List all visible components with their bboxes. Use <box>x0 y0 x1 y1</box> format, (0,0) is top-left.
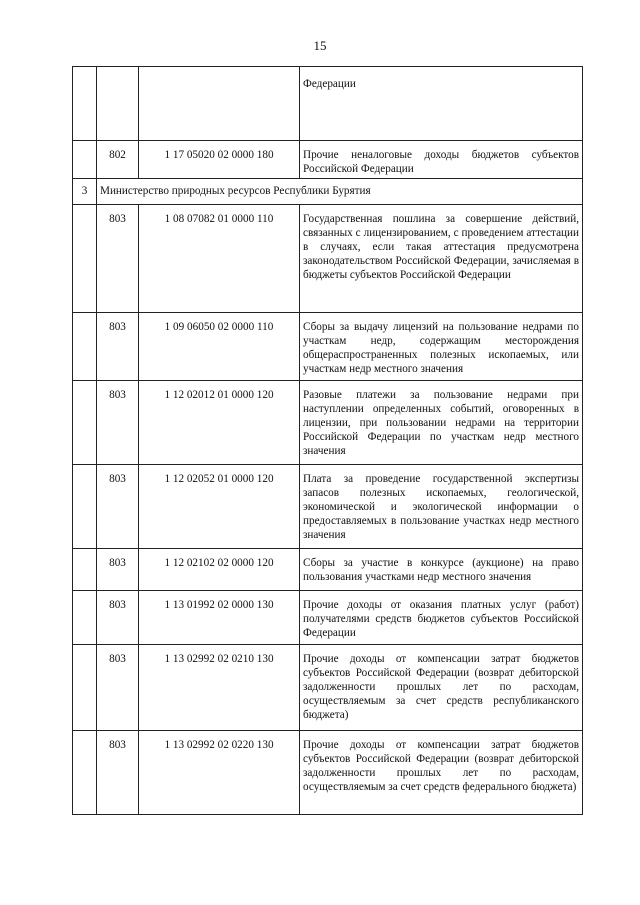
admin-code-cell: 803 <box>97 591 139 645</box>
row-number-cell <box>73 465 97 549</box>
table-row <box>73 205 583 313</box>
admin-code-cell: 803 <box>97 313 139 381</box>
kbk-code-cell: 1 12 02052 01 0000 120 <box>139 465 300 549</box>
description-cell: Сборы за выдачу лицензий на пользование недрами по участкам недр, содержащим месторождения общераспространенных полезных ископаемых, или участкам недр местного значения <box>300 313 583 381</box>
table-row <box>73 141 583 179</box>
admin-code-cell: 803 <box>97 549 139 591</box>
table-row <box>73 731 583 815</box>
section-number: 3 <box>73 179 97 205</box>
admin-code-cell: 802 <box>97 141 139 179</box>
row-number-cell <box>73 549 97 591</box>
kbk-code-cell: 1 12 02012 01 0000 120 <box>139 381 300 465</box>
row-number-cell <box>73 591 97 645</box>
row-number-cell <box>73 645 97 731</box>
table-row <box>73 645 583 731</box>
table-row <box>73 549 583 591</box>
description-cell: Федерации <box>300 67 583 141</box>
description-cell: Прочие неналоговые доходы бюджетов субъектов Российской Федерации <box>300 141 583 179</box>
kbk-code-cell: 1 12 02102 02 0000 120 <box>139 549 300 591</box>
description-cell: Сборы за участие в конкурсе (аукционе) на право пользования участками недр местного значения <box>300 549 583 591</box>
description-cell: Разовые платежи за пользование недрами при наступлении определенных событий, оговоренных в лицензии, при пользовании недрами на территории Российской Федерации по участкам недр местного значения <box>300 381 583 465</box>
kbk-code-cell: 1 17 05020 02 0000 180 <box>139 141 300 179</box>
row-number-cell <box>73 205 97 313</box>
row-number-cell <box>73 313 97 381</box>
description-cell: Государственная пошлина за совершение действий, связанных с лицензированием, с проведением аттестации в случаях, если такая аттестация предусмотрена законодательством Российской Федерации, зачисляемая в бюджеты субъектов Российской Федерации <box>300 205 583 313</box>
description-cell: Прочие доходы от компенсации затрат бюджетов субъектов Российской Федерации (возврат дебиторской задолженности прошлых лет по расходам, осуществляемым за счет средств федерального бюджета) <box>300 731 583 815</box>
table-row <box>73 381 583 465</box>
description-cell: Прочие доходы от оказания платных услуг (работ) получателями средств бюджетов субъектов Российской Федерации <box>300 591 583 645</box>
row-number-cell <box>73 381 97 465</box>
row-number-cell <box>73 141 97 179</box>
description-cell: Плата за проведение государственной экспертизы запасов полезных ископаемых, геологической, экономической и экологической информации о предоставляемых в пользование участках недр местного значения <box>300 465 583 549</box>
section-header-row <box>73 179 583 205</box>
admin-code-cell: 803 <box>97 381 139 465</box>
admin-code-cell <box>97 67 139 141</box>
kbk-code-cell: 1 13 01992 02 0000 130 <box>139 591 300 645</box>
row-number-cell <box>73 67 97 141</box>
table-row <box>73 465 583 549</box>
table-row <box>73 591 583 645</box>
admin-code-cell: 803 <box>97 645 139 731</box>
section-name: Министерство природных ресурсов Республики Бурятия <box>97 179 583 205</box>
admin-code-cell: 803 <box>97 465 139 549</box>
row-number-cell <box>73 731 97 815</box>
table-row <box>73 313 583 381</box>
kbk-code-cell: 1 13 02992 02 0210 130 <box>139 645 300 731</box>
kbk-code-cell: 1 09 06050 02 0000 110 <box>139 313 300 381</box>
revenue-administrators-table <box>72 66 583 815</box>
description-cell: Прочие доходы от компенсации затрат бюджетов субъектов Российской Федерации (возврат дебиторской задолженности прошлых лет по расходам, осуществляемым за счет средств республиканского бюджета) <box>300 645 583 731</box>
table-row-continuation <box>73 67 583 141</box>
kbk-code-cell: 1 08 07082 01 0000 110 <box>139 205 300 313</box>
kbk-code-cell <box>139 67 300 141</box>
kbk-code-cell: 1 13 02992 02 0220 130 <box>139 731 300 815</box>
admin-code-cell: 803 <box>97 205 139 313</box>
page-number: 15 <box>313 38 327 53</box>
admin-code-cell: 803 <box>97 731 139 815</box>
